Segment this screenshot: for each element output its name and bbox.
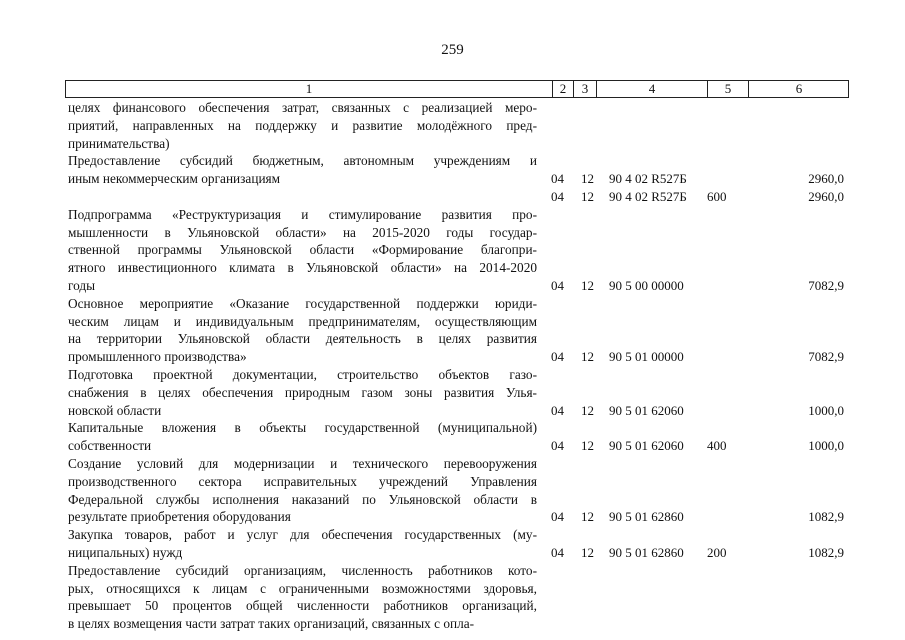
cell-col3: 12: [581, 509, 594, 525]
table-row: [0, 526, 905, 562]
cell-col5: 600: [707, 188, 727, 204]
cell-col2: 04: [551, 438, 564, 454]
table-row: [0, 419, 905, 455]
row-description: [68, 526, 537, 562]
cell-col2: 04: [551, 544, 564, 560]
description-line: иным некоммерческим организациям: [68, 171, 281, 187]
description-line: Предоставление субсидий организациям, численность работников кото-: [68, 562, 537, 578]
description-line: Подготовка проектной документации, строительство объектов газо-: [68, 366, 537, 382]
cell-col2: 04: [551, 402, 564, 418]
cell-col2: 04: [551, 349, 564, 365]
row-description: [68, 188, 537, 206]
row-description: [68, 455, 537, 526]
description-line: Федеральной службы исполнения наказаний по Ульяновской области в: [68, 491, 537, 507]
row-description: [68, 152, 537, 188]
cell-col3: 12: [581, 171, 594, 187]
description-line: годы: [68, 277, 96, 293]
row-description: [68, 99, 537, 152]
header-col-6: 6: [748, 81, 849, 97]
description-line: рых, относящихся к лицам с ограниченными возможностями здоровья,: [68, 580, 537, 596]
header-col-2: 2: [552, 81, 573, 97]
cell-col6: 1082,9: [808, 509, 844, 525]
description-line: мышленности в Ульяновской области» на 2015-2020 годы государ-: [68, 224, 537, 240]
cell-col2: 04: [551, 171, 564, 187]
description-line: Предоставление субсидий бюджетным, автономным учреждениям и: [68, 153, 537, 169]
cell-col4: 90 5 01 62060: [609, 402, 684, 418]
cell-col4: 90 5 01 00000: [609, 349, 684, 365]
description-line: производственного сектора исправительных учреждений Управления: [68, 473, 537, 489]
header-col-1: 1: [305, 81, 313, 96]
table-row: [0, 188, 905, 206]
description-line: новской области: [68, 402, 162, 418]
header-col-4: 4: [596, 81, 707, 97]
cell-col5: 400: [707, 438, 727, 454]
header-col-3: 3: [573, 81, 596, 97]
cell-col6: 1000,0: [808, 402, 844, 418]
cell-col2: 04: [551, 509, 564, 525]
cell-col5: 200: [707, 544, 727, 560]
cell-col3: 12: [581, 438, 594, 454]
cell-col6: 1082,9: [808, 544, 844, 560]
cell-col6: 7082,9: [808, 277, 844, 293]
cell-col4: 90 5 01 62860: [609, 544, 684, 560]
description-line: ятного инвестиционного климата в Ульяновской области» на 2014-2020: [68, 260, 537, 276]
description-line: приятий, направленных на поддержку и развитие молодёжного пред-: [68, 117, 537, 133]
description-line: превышает 50 процентов общей численности работников организаций,: [68, 598, 537, 614]
description-line: ческим лицам и индивидуальным предпринимателям, осуществляющим: [68, 313, 537, 329]
cell-col3: 12: [581, 188, 594, 204]
cell-col6: 1000,0: [808, 438, 844, 454]
cell-col6: 2960,0: [808, 171, 844, 187]
description-line: Закупка товаров, работ и услуг для обеспечения государственных (му-: [68, 527, 537, 543]
description-line: Подпрограмма «Реструктуризация и стимулирование развития про-: [68, 206, 537, 222]
description-line: на территории Ульяновской области деятельность в целях развития: [68, 331, 537, 347]
cell-col2: 04: [551, 277, 564, 293]
description-line: промышленного производства»: [68, 349, 247, 365]
description-line: в целях возмещения части затрат таких организаций, связанных с опла-: [68, 616, 475, 632]
table-row: [0, 295, 905, 366]
table-row: [0, 455, 905, 526]
cell-col4: 90 5 01 62860: [609, 509, 684, 525]
description-line: ниципальных) нужд: [68, 544, 183, 560]
cell-col6: 2960,0: [808, 188, 844, 204]
table-row: [0, 99, 905, 152]
table-header: [65, 80, 849, 98]
row-description: [68, 419, 537, 455]
description-line: принимательства): [68, 135, 170, 151]
table-row: [0, 206, 905, 295]
cell-col4: 90 4 02 R527Б: [609, 188, 687, 204]
description-line: Создание условий для модернизации и технического перевооружения: [68, 455, 537, 471]
page-number: 259: [441, 42, 464, 58]
table-row: [0, 152, 905, 188]
cell-col3: 12: [581, 544, 594, 560]
description-line: Капитальные вложения в объекты государственной (муниципальной): [68, 420, 537, 436]
cell-col3: 12: [581, 402, 594, 418]
cell-col3: 12: [581, 277, 594, 293]
row-description: [68, 366, 537, 419]
table-row: [0, 366, 905, 419]
description-line: целях финансового обеспечения затрат, связанных с реализацией меро-: [68, 100, 537, 115]
cell-col4: 90 5 01 62060: [609, 438, 684, 454]
description-line: собственности: [68, 438, 152, 454]
header-col-5: 5: [707, 81, 748, 97]
cell-col2: 04: [551, 188, 564, 204]
description-line: Основное мероприятие «Оказание государственной поддержки юриди-: [68, 295, 537, 311]
row-description: [68, 562, 537, 633]
cell-col3: 12: [581, 349, 594, 365]
description-line: снабжения в целях обеспечения природным газом зоны развития Улья-: [68, 384, 537, 400]
table-row: [0, 562, 905, 633]
description-line: ственной программы Ульяновской области «Формирование благопри-: [68, 242, 537, 258]
cell-col6: 7082,9: [808, 349, 844, 365]
row-description: [68, 295, 537, 366]
cell-col4: 90 4 02 R527Б: [609, 171, 687, 187]
description-line: результате приобретения оборудования: [68, 509, 291, 525]
cell-col4: 90 5 00 00000: [609, 277, 684, 293]
row-description: [68, 206, 537, 295]
table-body: [0, 99, 905, 633]
